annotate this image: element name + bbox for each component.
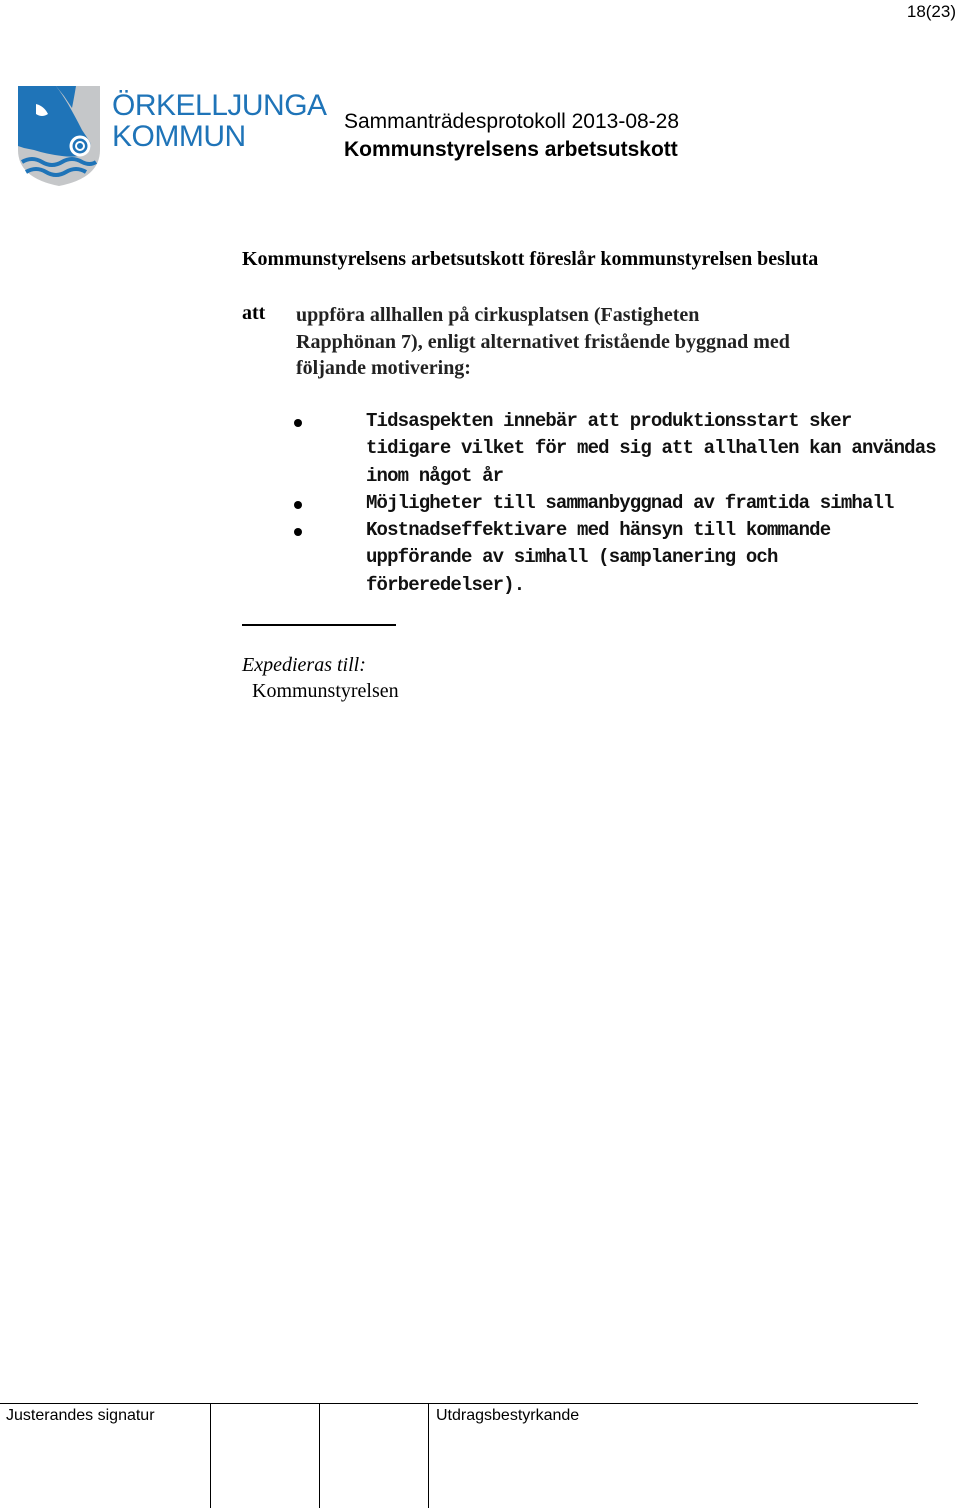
signature-box-divider	[210, 1403, 211, 1508]
distribution-label: Expedieras till:	[242, 654, 366, 676]
bullet-icon	[294, 501, 302, 509]
att-text	[296, 302, 896, 382]
att-label: att	[242, 302, 266, 324]
proposal-heading: Kommunstyrelsens arbetsutskott föreslår kommunstyrelsen besluta	[242, 248, 819, 270]
document-subtitle: Kommunstyrelsens arbetsutskott	[344, 138, 678, 161]
list-item-line: uppförande av simhall (samplanering och	[366, 546, 778, 569]
bullet-icon	[294, 419, 302, 427]
list-item-line: tidigare vilket för med sig att allhallen kan användas	[366, 437, 936, 460]
logo-wordmark	[112, 90, 327, 152]
document-title: Sammanträdesprotokoll 2013-08-28	[344, 110, 680, 133]
signature-footer	[0, 1403, 918, 1508]
bullet-icon	[294, 528, 302, 536]
logo-line-1: ÖRKELLJUNGA	[112, 89, 327, 122]
coat-of-arms-icon	[16, 84, 102, 188]
list-item	[292, 490, 932, 517]
signature-label: Justerandes signatur	[6, 1407, 155, 1424]
signature-box-divider	[319, 1403, 320, 1508]
list-item-line: förberedelser).	[366, 573, 525, 596]
motivation-list	[292, 408, 936, 599]
list-item	[292, 517, 932, 599]
section-divider	[242, 624, 396, 626]
list-item-line: Tidsaspekten innebär att produktionsstart sker	[366, 410, 852, 432]
footer-divider	[0, 1403, 918, 1404]
list-item	[292, 408, 936, 490]
list-item-line: Möjligheter till sammanbyggnad av framtida simhall	[366, 491, 894, 514]
signature-box-divider	[428, 1403, 429, 1508]
logo-line-2: KOMMUN	[112, 120, 246, 153]
extract-certification-label: Utdragsbestyrkande	[436, 1407, 580, 1424]
list-item-line: inom något år	[366, 464, 504, 487]
municipality-logo	[16, 84, 327, 190]
distribution-recipient: Kommunstyrelsen	[252, 680, 399, 702]
list-item-line: Kostnadseffektivare med hänsyn till kommande	[366, 519, 831, 542]
att-line: uppföra allhallen på cirkusplatsen (Fastigheten	[296, 304, 700, 326]
att-line: följande motivering:	[296, 357, 471, 379]
att-line: Rapphönan 7), enligt alternativet fristående byggnad med	[296, 330, 790, 353]
page-number: 18(23)	[906, 2, 956, 21]
